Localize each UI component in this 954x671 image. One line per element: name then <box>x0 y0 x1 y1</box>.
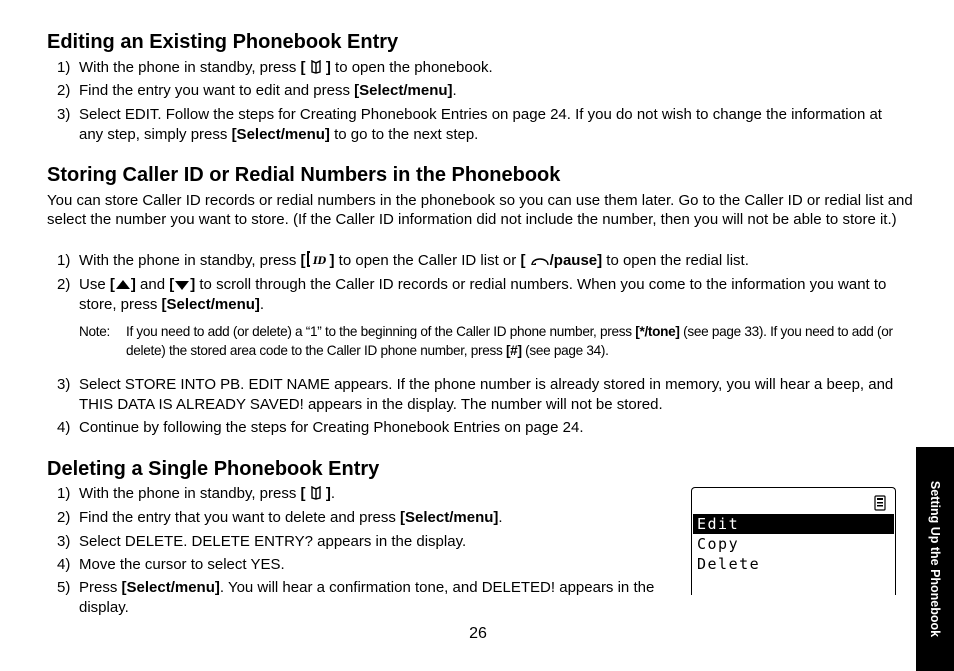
step-number: 1) <box>57 485 71 502</box>
phonebook-key-icon <box>310 486 322 500</box>
note-label: Note: <box>79 324 110 339</box>
bracket-close: ] <box>190 276 196 293</box>
step-text: Press <box>79 579 122 596</box>
step-text: Continue by following the steps for Creating Phonebook Entries on page 24. <box>79 419 584 436</box>
display-menu <box>693 514 894 574</box>
section-title-deleting: Deleting a Single Phonebook Entry <box>47 458 380 480</box>
side-tab <box>916 447 954 671</box>
bracket-open: [ <box>300 252 306 269</box>
step-number: 3) <box>57 376 71 393</box>
step-text-end: . <box>259 295 265 313</box>
step-text: and <box>135 276 170 293</box>
delete-step-1 <box>57 484 657 504</box>
step-number: 2) <box>57 276 71 293</box>
edit-step-1 <box>57 58 907 78</box>
step-text: Use <box>79 276 110 293</box>
select-menu-key: [Select/menu] <box>231 125 330 143</box>
bracket-open: [ <box>109 276 115 293</box>
store-step-4 <box>57 418 907 438</box>
bracket-open: [ <box>300 485 310 502</box>
storing-intro: You can store Caller ID records or redial numbers in the phonebook so you can use them later. Go to the Caller ID or redial list and select the number you want to store. (If the Caller ID information did not include the number, then you will not be able to store it.) <box>47 192 913 228</box>
step-number: 4) <box>57 556 71 573</box>
up-arrow-key-icon <box>115 279 131 291</box>
bracket-close: ] <box>329 252 335 269</box>
bracket-close: ] <box>321 485 331 502</box>
phonebook-key-icon <box>310 60 322 74</box>
display-menu-item-delete: Delete <box>697 555 761 573</box>
step-text: With the phone in standby, press <box>79 252 301 269</box>
delete-step-5 <box>57 578 657 617</box>
step-text-end: to open the phonebook. <box>330 59 493 76</box>
step-number: 1) <box>57 59 71 76</box>
step-text: Find the entry that you want to delete and press <box>79 509 401 526</box>
store-step-3 <box>57 375 907 414</box>
step-text-end: . <box>452 82 457 99</box>
step-number: 3) <box>57 106 71 123</box>
step-text: Select EDIT. Follow the steps for Creating Phonebook Entries on page 24. If you do not wish to change the information at any step, simply press <box>79 106 882 143</box>
step-number: 3) <box>57 533 71 550</box>
down-arrow-key-icon <box>174 279 190 291</box>
svg-text:ID: ID <box>312 256 326 267</box>
step-text: Find the entry you want to edit and press <box>79 82 355 99</box>
step-text-end: to open the redial list. <box>602 252 749 269</box>
step-number: 1) <box>57 252 71 269</box>
step-number: 2) <box>57 509 71 526</box>
bracket-open: [ <box>520 252 530 269</box>
display-menu-item-copy: Copy <box>697 535 740 553</box>
step-text: With the phone in standby, press <box>79 485 301 502</box>
bracket-close: ] <box>130 276 136 293</box>
note-text: If you need to add (or delete) a “1” to the beginning of the Caller ID phone number, press <box>126 324 636 339</box>
step-number: 5) <box>57 579 71 596</box>
select-menu-key: [Select/menu] <box>354 82 453 99</box>
bracket-close: ] <box>321 59 331 76</box>
step-text-end: . You will hear a confirmation tone, and DELETED! appears in the display. <box>79 579 655 616</box>
note-text: (see page 33). If you need to add (or delete) the stored area code to the Caller ID phone number, press <box>126 324 893 358</box>
delete-step-3 <box>57 532 657 552</box>
caller-id-key-icon <box>306 251 330 267</box>
tone-key: [*/tone] <box>635 324 680 339</box>
phonebook-icon <box>874 495 886 511</box>
delete-step-2 <box>57 508 657 528</box>
note-text-end: (see page 34). <box>521 343 609 358</box>
display-menu-item-edit: Edit <box>693 514 894 534</box>
section-title-editing: Editing an Existing Phonebook Entry <box>47 31 399 53</box>
side-tab-label: Setting Up the Phonebook <box>928 480 942 638</box>
step-text: With the phone in standby, press <box>79 59 301 76</box>
select-menu-key: [Select/menu] <box>121 579 220 596</box>
store-note <box>79 322 909 360</box>
section-title-storing: Storing Caller ID or Redial Numbers in the Phonebook <box>47 164 561 186</box>
edit-step-3 <box>57 105 907 144</box>
pause-key: /pause] <box>549 252 603 269</box>
redial-key-icon <box>530 253 550 267</box>
bracket-open: [ <box>169 276 175 293</box>
step-text-end: . <box>330 485 336 502</box>
step-text: Move the cursor to select YES. <box>79 556 285 573</box>
step-text: Select DELETE. DELETE ENTRY? appears in the display. <box>79 533 467 550</box>
handset-display <box>691 487 896 595</box>
store-step-1 <box>57 251 907 271</box>
step-text: to scroll through the Caller ID records or redial numbers. When you come to the information you want to store, press <box>79 276 887 313</box>
delete-step-4 <box>57 555 657 575</box>
select-menu-key: [Select/menu] <box>400 509 499 526</box>
step-number: 4) <box>57 419 71 436</box>
bracket-open: [ <box>300 59 310 76</box>
store-step-2 <box>57 275 907 314</box>
step-text: to open the Caller ID list or <box>334 252 521 269</box>
page-number: 26 <box>469 625 487 642</box>
step-number: 2) <box>57 82 71 99</box>
edit-step-2 <box>57 81 907 101</box>
select-menu-key: [Select/menu] <box>161 295 260 313</box>
pound-key: [#] <box>505 343 522 358</box>
step-text-end: . <box>498 509 503 526</box>
step-text: Select STORE INTO PB. EDIT NAME appears. If the phone number is already stored in memory, you will hear a beep, and THIS DATA IS ALREADY SAVED! appears in the display. The number will not be stored. <box>79 376 894 413</box>
step-text-end: to go to the next step. <box>329 125 479 143</box>
